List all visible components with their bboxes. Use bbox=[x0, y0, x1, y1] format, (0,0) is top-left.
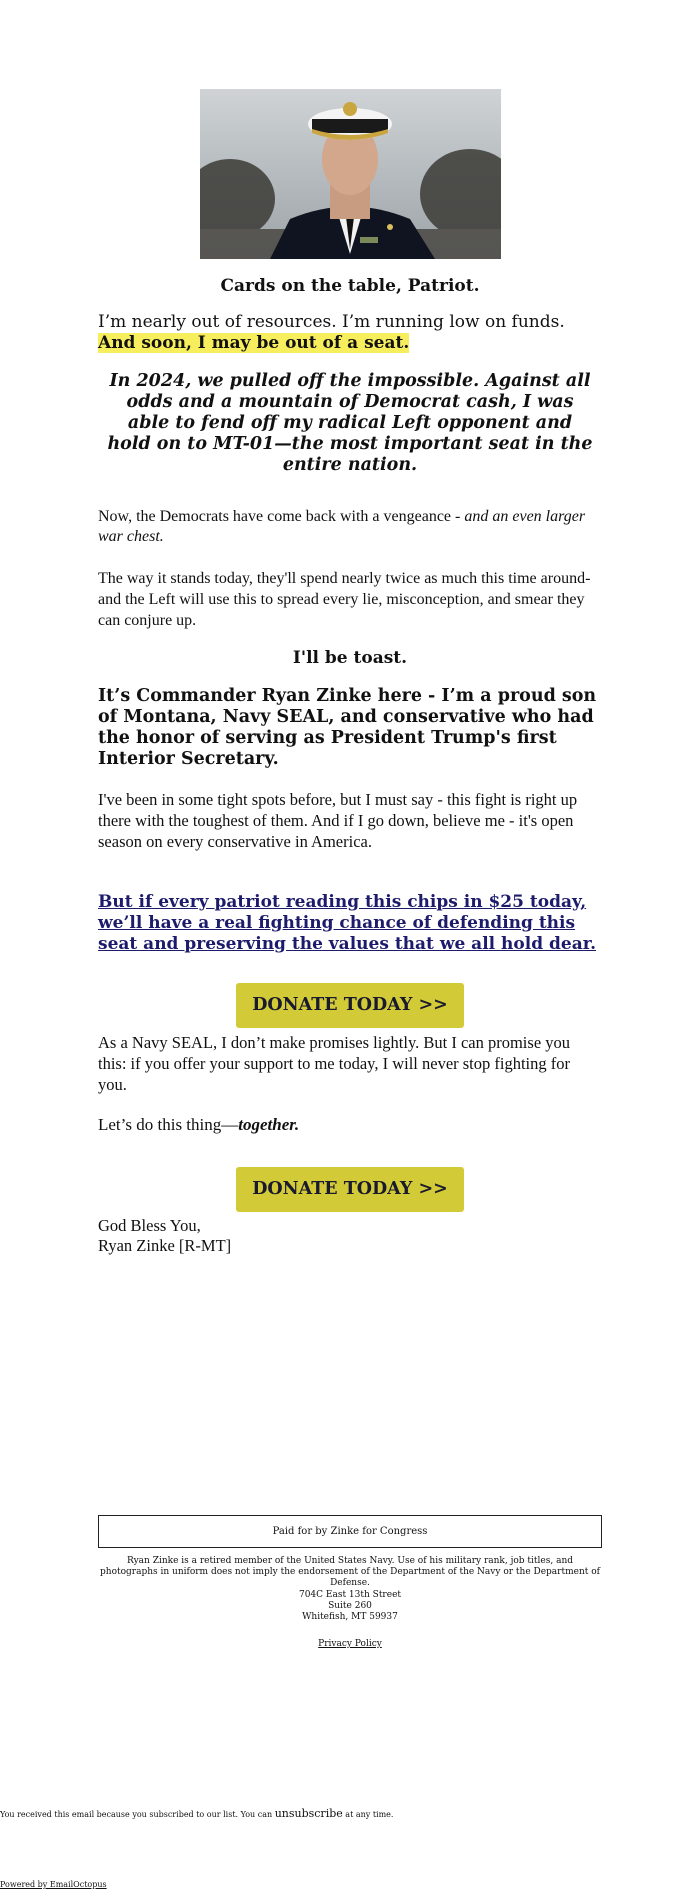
paragraph-resources bbox=[98, 312, 602, 354]
signoff-line-2: Ryan Zinke [R-MT] bbox=[98, 1236, 232, 1255]
cards-heading: Cards on the table, Patriot. bbox=[220, 276, 480, 296]
together-plain: Let’s do this thing— bbox=[98, 1115, 239, 1134]
paragraph-spending: The way it stands today, they'll spend nearly twice as much this time around- and the Left will use this to spread every lie, misconception, and smear they can conjure up. bbox=[98, 570, 591, 629]
address-line-3: Whitefish, MT 59937 bbox=[302, 1612, 398, 1622]
officer-photo-illustration bbox=[200, 89, 501, 259]
donate-button-1[interactable]: DONATE TODAY >> bbox=[236, 983, 464, 1028]
toast-heading: I'll be toast. bbox=[292, 648, 408, 668]
address-line-1: 704C East 13th Street bbox=[298, 1590, 402, 1600]
resources-text: I’m nearly out of resources. I’m running low on funds. bbox=[98, 312, 565, 332]
intro-paragraph: It’s Commander Ryan Zinke here - I’m a proud son of Montana, Navy SEAL, and conservative who had the honor of serving as President Trump's first Interior Secretary. bbox=[98, 686, 597, 769]
signoff-line-1: God Bless You, bbox=[98, 1216, 201, 1235]
together-emph: together. bbox=[238, 1115, 300, 1134]
war-chest-text: - and an even larger war chest. bbox=[98, 508, 586, 545]
address-line-2: Suite 260 bbox=[328, 1601, 372, 1611]
paragraph-promise: As a Navy SEAL, I don’t make promises lightly. But I can promise you this: if you offer your support to me today, I will never stop fighting for you. bbox=[98, 1033, 571, 1094]
mailing-address bbox=[98, 1590, 602, 1623]
privacy-policy-link[interactable]: Privacy Policy bbox=[318, 1639, 382, 1649]
military-disclaimer: Ryan Zinke is a retired member of the United States Navy. Use of his military rank, job titles, and photographs in uniform does not imply the endorsement of the Department of the Navy or the Department of Defense. bbox=[100, 1556, 600, 1588]
notice-pre: You received this email because you subscribed to our list. You can bbox=[0, 1810, 275, 1819]
unsubscribe-link[interactable]: unsubscribe bbox=[274, 1807, 343, 1820]
paragraph-democrats bbox=[98, 507, 602, 547]
quote-paragraph: In 2024, we pulled off the impossible. Against all odds and a mountain of Democrat cash, I was able to fend off my radical Left opponent and hold on to MT-01—the most important seat in the entire nation. bbox=[107, 371, 593, 475]
democrats-text: Now, the Democrats have come back with a vengeance bbox=[98, 508, 456, 525]
paragraph-together bbox=[98, 1114, 602, 1135]
highlighted-text: And soon, I may be out of a seat. bbox=[98, 333, 410, 353]
header-photo bbox=[200, 89, 501, 259]
donation-ask-link[interactable]: But if every patriot reading this chips in $25 today, we’ll have a real fighting chance of defending this seat and preserving the values that we all hold dear. bbox=[98, 892, 597, 954]
paragraph-tight-spots: I've been in some tight spots before, but I must say - this fight is right up there with the toughest of them. And if I go down, believe me - it's open season on every conservative in America. bbox=[98, 790, 578, 851]
signoff bbox=[98, 1216, 602, 1256]
paid-for-box: Paid for by Zinke for Congress bbox=[98, 1515, 602, 1548]
donate-button-2[interactable]: DONATE TODAY >> bbox=[236, 1167, 464, 1212]
subscription-notice bbox=[0, 1807, 393, 1820]
notice-post: at any time. bbox=[342, 1810, 394, 1819]
powered-by-link[interactable]: Powered by EmailOctopus bbox=[0, 1880, 107, 1889]
